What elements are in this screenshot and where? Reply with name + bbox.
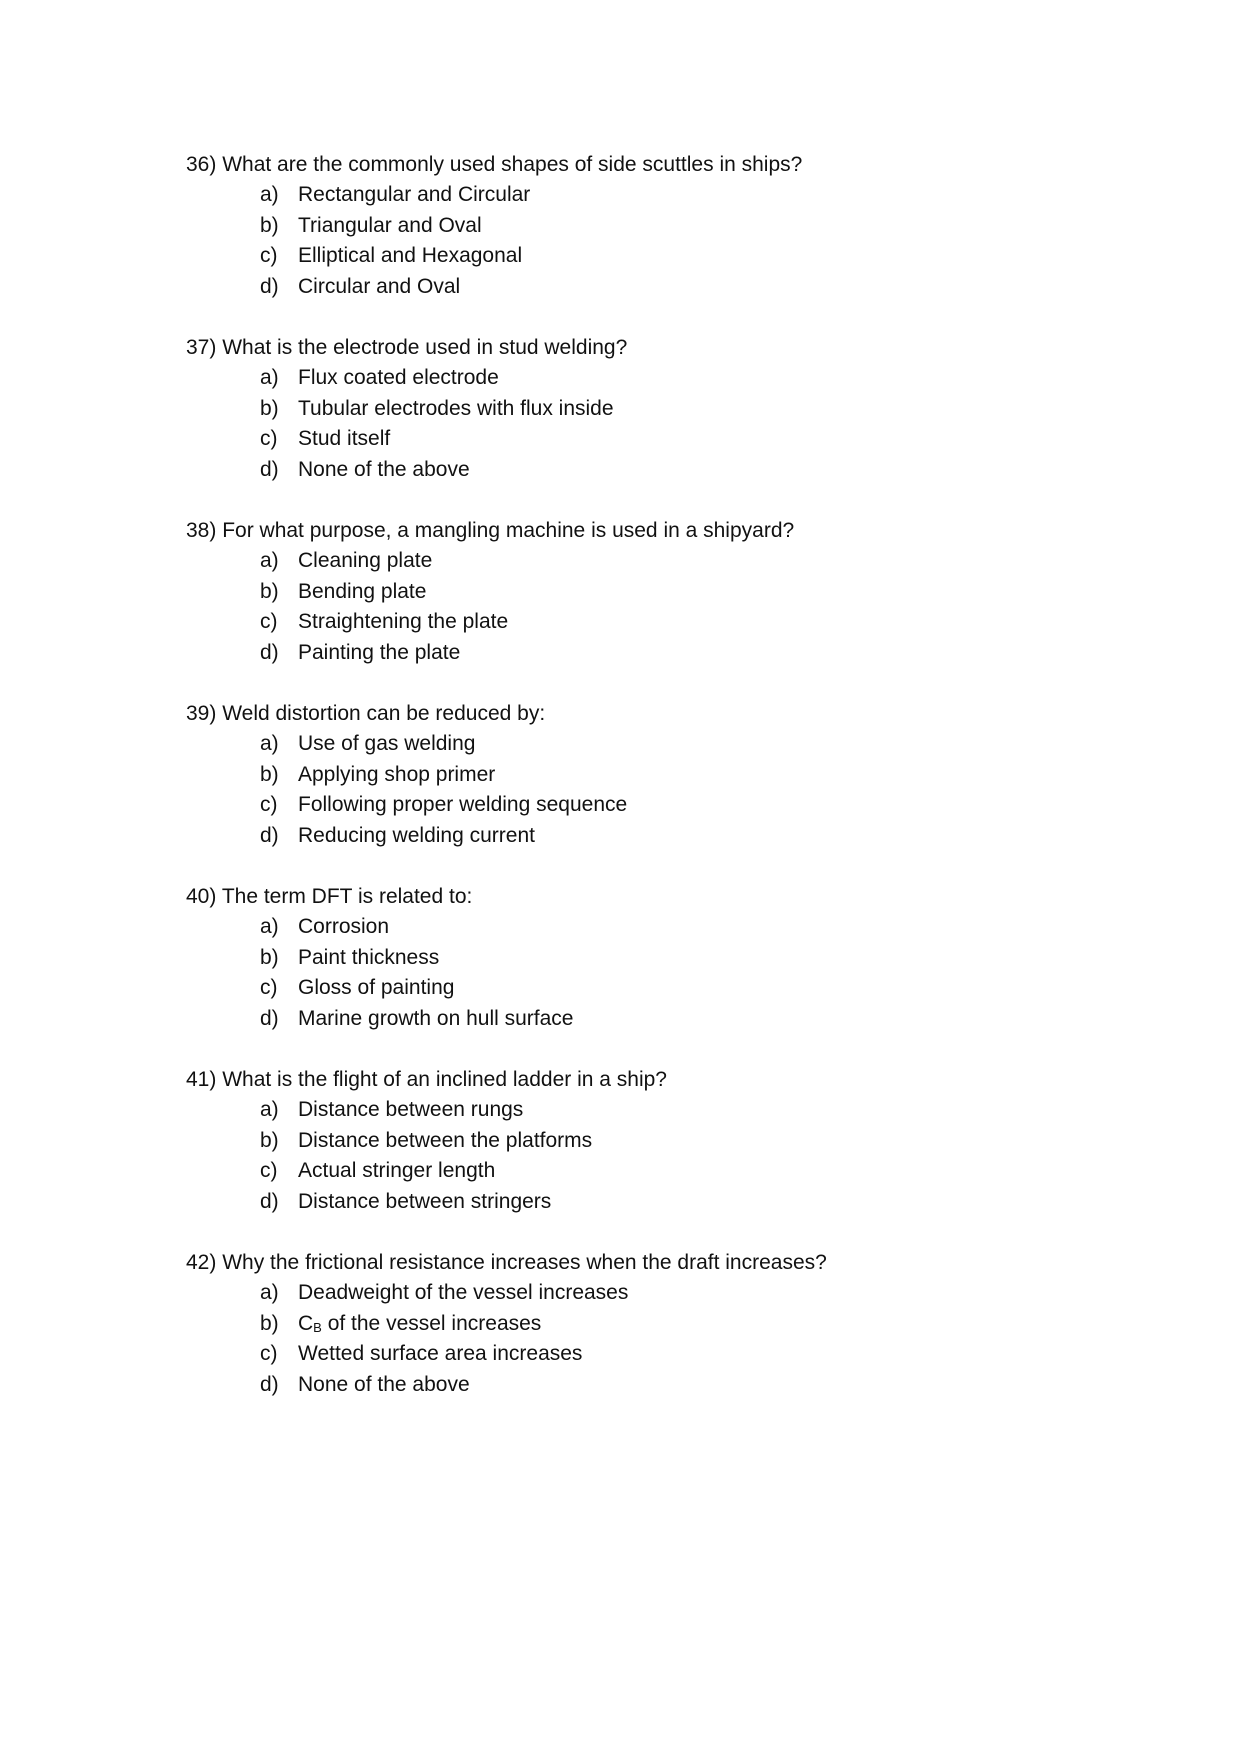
option-letter: b) bbox=[260, 396, 279, 420]
option-text: Distance between rungs bbox=[298, 1098, 524, 1121]
option-item bbox=[186, 943, 1086, 974]
option-item bbox=[186, 1156, 1086, 1187]
option-item bbox=[186, 638, 1086, 669]
option-letter: a) bbox=[260, 366, 279, 389]
option-letter: d) bbox=[260, 640, 279, 664]
question-stem: Why the frictional resistance increases when the draft increases? bbox=[222, 1251, 827, 1274]
question-text bbox=[186, 333, 1086, 363]
option-text: Use of gas welding bbox=[298, 732, 476, 755]
option-letter: c) bbox=[260, 1342, 278, 1365]
block-coefficient-subscript: B bbox=[313, 1319, 322, 1335]
option-text: Flux coated electrode bbox=[298, 366, 499, 389]
option-letter: a) bbox=[260, 732, 279, 755]
option-item bbox=[186, 607, 1086, 638]
option-text: Actual stringer length bbox=[298, 1159, 496, 1182]
option-text: Rectangular and Circular bbox=[298, 183, 531, 206]
option-list bbox=[186, 729, 1086, 851]
option-text: Triangular and Oval bbox=[298, 213, 482, 237]
option-letter: b) bbox=[260, 762, 279, 786]
option-letter: d) bbox=[260, 1372, 279, 1396]
option-text: None of the above bbox=[298, 457, 470, 481]
option-item bbox=[186, 760, 1086, 791]
option-text: Wetted surface area increases bbox=[298, 1342, 583, 1365]
option-text: Stud itself bbox=[298, 427, 391, 450]
option-item bbox=[186, 577, 1086, 608]
option-text: Distance between stringers bbox=[298, 1189, 552, 1213]
option-letter: b) bbox=[260, 579, 279, 603]
option-text: Distance between the platforms bbox=[298, 1128, 593, 1152]
option-text: Deadweight of the vessel increases bbox=[298, 1281, 629, 1304]
option-text: Painting the plate bbox=[298, 640, 461, 664]
question-text bbox=[186, 1248, 1086, 1278]
option-letter: b) bbox=[260, 1128, 279, 1152]
option-item bbox=[186, 1126, 1086, 1157]
option-text: Paint thickness bbox=[298, 945, 440, 969]
option-text: Reducing welding current bbox=[298, 823, 535, 847]
option-letter: a) bbox=[260, 183, 279, 206]
question-text bbox=[186, 1065, 1086, 1095]
option-item bbox=[186, 790, 1086, 821]
option-text: Following proper welding sequence bbox=[298, 793, 628, 816]
option-item bbox=[186, 1187, 1086, 1218]
option-text: Tubular electrodes with flux inside bbox=[298, 396, 614, 420]
option-list bbox=[186, 1095, 1086, 1217]
option-letter: b) bbox=[260, 945, 279, 969]
option-list bbox=[186, 1278, 1086, 1400]
option-item bbox=[186, 1370, 1086, 1401]
question-36 bbox=[186, 150, 1086, 302]
option-item bbox=[186, 180, 1086, 211]
option-letter: c) bbox=[260, 976, 278, 999]
option-letter: b) bbox=[260, 213, 279, 237]
option-text: Straightening the plate bbox=[298, 610, 509, 633]
option-letter: c) bbox=[260, 610, 278, 633]
question-number: 40) bbox=[186, 885, 217, 908]
option-item bbox=[186, 1095, 1086, 1126]
option-list bbox=[186, 180, 1086, 302]
option-letter: c) bbox=[260, 793, 278, 816]
question-number: 42) bbox=[186, 1251, 217, 1274]
option-item bbox=[186, 1004, 1086, 1035]
option-item bbox=[186, 363, 1086, 394]
option-text: Gloss of painting bbox=[298, 976, 455, 999]
question-text bbox=[186, 516, 1086, 546]
option-text: Corrosion bbox=[298, 915, 390, 938]
question-number: 36) bbox=[186, 153, 217, 176]
option-item bbox=[186, 211, 1086, 242]
option-text: Marine growth on hull surface bbox=[298, 1006, 574, 1030]
option-item bbox=[186, 394, 1086, 425]
option-item bbox=[186, 272, 1086, 303]
option-letter: c) bbox=[260, 244, 278, 267]
option-text: None of the above bbox=[298, 1372, 470, 1396]
option-letter: d) bbox=[260, 823, 279, 847]
question-stem: What is the flight of an inclined ladder in a ship? bbox=[222, 1068, 667, 1091]
question-text bbox=[186, 150, 1086, 180]
option-list bbox=[186, 912, 1086, 1034]
option-letter: d) bbox=[260, 457, 279, 481]
option-item bbox=[186, 1339, 1086, 1370]
option-item bbox=[186, 973, 1086, 1004]
option-letter: d) bbox=[260, 1006, 279, 1030]
option-item bbox=[186, 455, 1086, 486]
block-coefficient-symbol: C bbox=[298, 1311, 314, 1335]
question-text bbox=[186, 882, 1086, 912]
option-item bbox=[186, 1278, 1086, 1309]
question-number: 38) bbox=[186, 519, 217, 542]
option-item bbox=[186, 241, 1086, 272]
option-item bbox=[186, 729, 1086, 760]
option-letter: a) bbox=[260, 915, 279, 938]
option-text: Circular and Oval bbox=[298, 274, 461, 298]
option-letter: a) bbox=[260, 1281, 279, 1304]
question-stem: For what purpose, a mangling machine is used in a shipyard? bbox=[222, 519, 795, 542]
option-text: Applying shop primer bbox=[298, 762, 496, 786]
question-text bbox=[186, 699, 1086, 729]
option-text: of the vessel increases bbox=[327, 1311, 542, 1335]
question-41 bbox=[186, 1065, 1086, 1217]
option-letter: d) bbox=[260, 1189, 279, 1213]
question-number: 41) bbox=[186, 1068, 217, 1091]
question-number: 37) bbox=[186, 336, 217, 359]
option-letter: c) bbox=[260, 1159, 278, 1182]
question-42 bbox=[186, 1248, 1086, 1400]
option-text: Bending plate bbox=[298, 579, 427, 603]
option-text: Cleaning plate bbox=[298, 549, 433, 572]
option-letter: d) bbox=[260, 274, 279, 298]
question-stem: What are the commonly used shapes of side scuttles in ships? bbox=[222, 153, 803, 176]
option-letter: a) bbox=[260, 1098, 279, 1121]
question-list bbox=[186, 150, 1086, 1431]
option-text: Elliptical and Hexagonal bbox=[298, 244, 523, 267]
option-letter: b) bbox=[260, 1311, 279, 1335]
question-stem: The term DFT is related to: bbox=[221, 885, 473, 908]
question-stem: What is the electrode used in stud welding? bbox=[222, 336, 628, 359]
option-item bbox=[186, 912, 1086, 943]
option-item bbox=[186, 821, 1086, 852]
question-38 bbox=[186, 516, 1086, 668]
option-letter: a) bbox=[260, 549, 279, 572]
option-list bbox=[186, 363, 1086, 485]
question-number: 39) bbox=[186, 702, 217, 725]
option-letter: c) bbox=[260, 427, 278, 450]
question-stem: Weld distortion can be reduced by: bbox=[222, 702, 546, 725]
question-39 bbox=[186, 699, 1086, 851]
option-item bbox=[186, 424, 1086, 455]
option-list bbox=[186, 546, 1086, 668]
option-item bbox=[186, 546, 1086, 577]
option-item bbox=[186, 1309, 1086, 1340]
question-40 bbox=[186, 882, 1086, 1034]
question-37 bbox=[186, 333, 1086, 485]
